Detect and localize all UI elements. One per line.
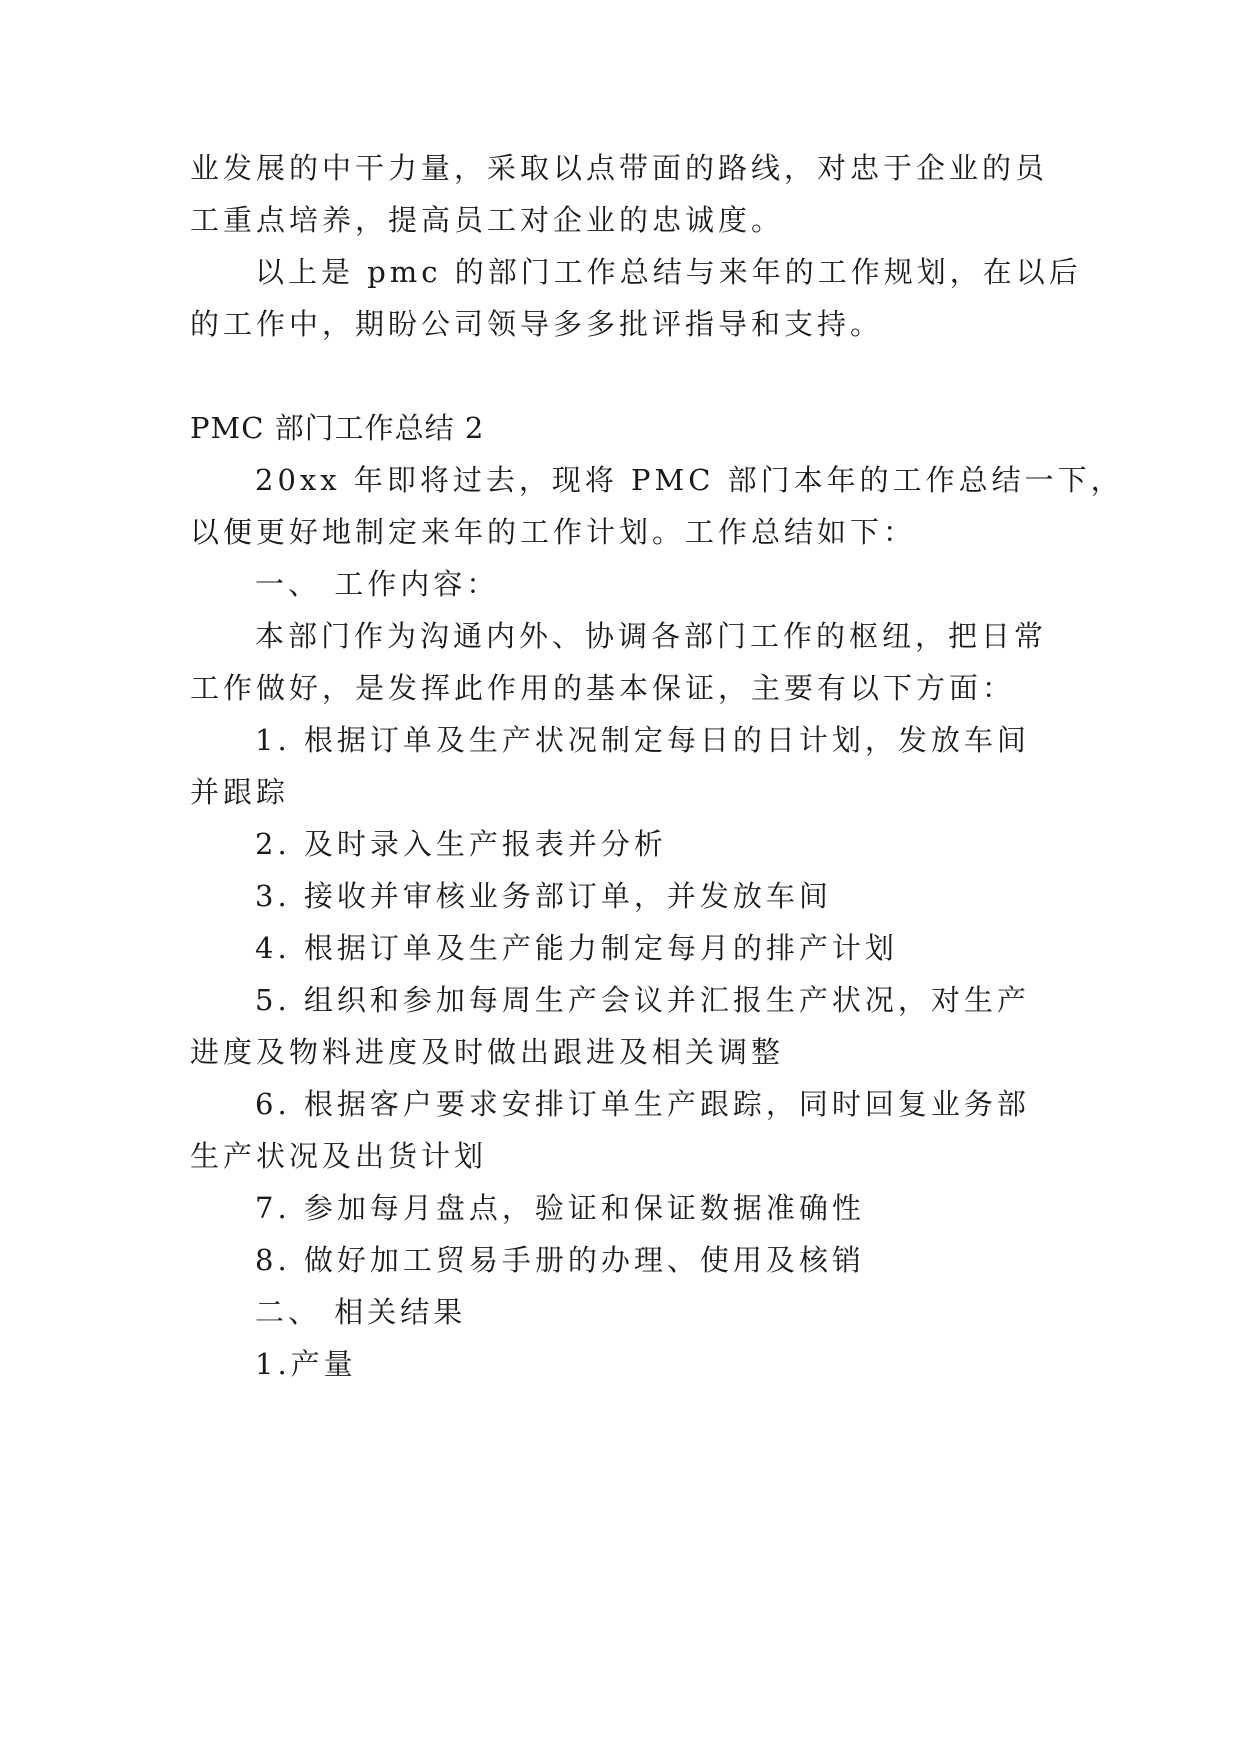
list-item-continuation: 生产状况及出货计划 (190, 1139, 488, 1173)
section-title: PMC 部门工作总结 2 (190, 411, 485, 445)
list-item: 6. 根据客户要求安排订单生产跟踪，同时回复业务部 (255, 1087, 1030, 1121)
list-item: 3. 接收并审核业务部订单，并发放车间 (255, 879, 832, 913)
part-heading: 二、 相关结果 (255, 1295, 467, 1329)
list-item: 1. 根据订单及生产状况制定每日的日计划，发放车间 (255, 723, 1030, 757)
list-item: 2. 及时录入生产报表并分析 (255, 827, 667, 861)
paragraph-line: 工重点培养，提高员工对企业的忠诚度。 (190, 203, 785, 237)
list-item: 4. 根据订单及生产能力制定每月的排产计划 (255, 931, 898, 965)
paragraph-line: 本部门作为沟通内外、协调各部门工作的枢纽，把日常 (255, 619, 1048, 653)
list-item: 7. 参加每月盘点，验证和保证数据准确性 (255, 1191, 865, 1225)
paragraph-line: 以上是 pmc 的部门工作总结与来年的工作规划，在以后 (255, 255, 1082, 289)
paragraph-line: 以便更好地制定来年的工作计划。工作总结如下： (190, 515, 917, 549)
list-item: 5. 组织和参加每周生产会议并汇报生产状况，对生产 (255, 983, 1030, 1017)
paragraph-line: 业发展的中干力量，采取以点带面的路线，对忠于企业的员 (190, 151, 1049, 185)
list-item: 1.产量 (255, 1347, 357, 1381)
paragraph-line: 工作做好，是发挥此作用的基本保证，主要有以下方面： (190, 671, 1016, 705)
list-item: 8. 做好加工贸易手册的办理、使用及核销 (255, 1243, 865, 1277)
list-item-continuation: 进度及物料进度及时做出跟进及相关调整 (190, 1035, 785, 1069)
list-item-continuation: 并跟踪 (190, 775, 290, 809)
part-heading: 一、 工作内容： (255, 567, 500, 601)
paragraph-line: 20xx 年即将过去，现将 PMC 部门本年的工作总结一下， (255, 463, 1124, 497)
paragraph-line: 的工作中，期盼公司领导多多批评指导和支持。 (190, 307, 884, 341)
